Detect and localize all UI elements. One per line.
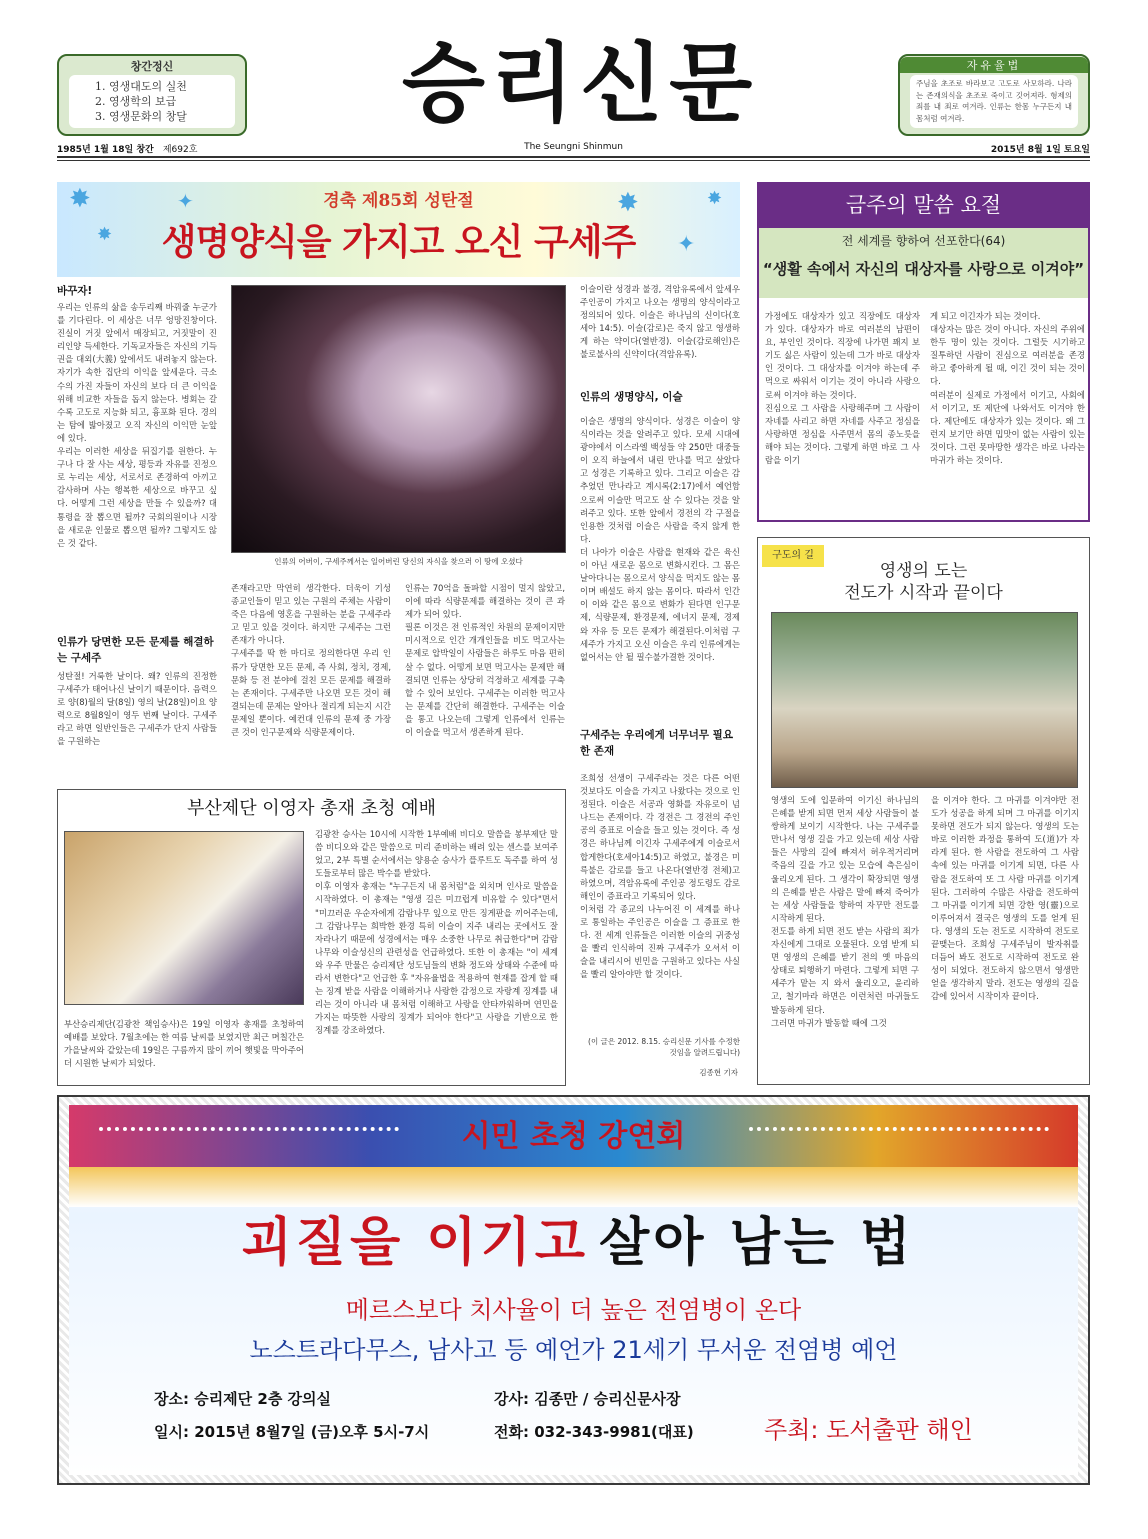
masthead-rule — [57, 156, 1090, 158]
ad-line2: 노스트라다무스, 남사고 등 예언가 21세기 무서운 전염병 예언 — [249, 1336, 898, 1364]
ad-phone: 전화: 032-343-9981(대표) — [494, 1423, 694, 1441]
evangel-tag: 구도의 길 — [762, 545, 824, 567]
sermon-series: 전 세계를 향하여 선포한다(64) — [841, 234, 1006, 248]
founding-item: 2. 영생학의 보급 — [95, 95, 177, 108]
issue-date: 2015년 8월 1일 토요일 — [990, 145, 1090, 155]
star-icon: ✦ — [677, 232, 696, 257]
lead-col1-text2: 성탄절! 거룩한 날이다. 왜? 인류의 진정한 구세주가 태어나신 날이기 때문이다. 음력으로 양(8)월의 달(8일) 영의 날(28일)이요 양력으로 8월8일이 영두 번째 날이다. 구세주라고 하면 일반인들은 구세주가 단지 사람들을 구원하는 — [57, 671, 217, 747]
motto-text: 주님을 초조로 바라보고 고도로 사모하라. 나라는 존재의식을 초조로 죽이고 깃어져라. 형제의 죄를 내 죄로 여겨라. 인류는 한몸 누구든지 내몸처럼 여겨라. — [910, 75, 1078, 128]
ad-headline-a: 괴질을 이기고 — [241, 1212, 589, 1273]
sermon-headline: “생활 속에서 자신의 대상자를 사랑으로 이겨야” — [762, 260, 1085, 278]
evangel-photo — [771, 612, 1078, 788]
evangel-col1-text: 영생의 도에 입문하여 이기신 하나님의 은혜를 받게 되면 먼저 세상 사람들이 불쌍하게 보이기 시작한다. 나는 구세주를 만나서 영생 길을 가고 있는데 세상 사람들은 사망의 길에 빠져서 허우적거리며 죽음의 길을 가고 있는 모습에 측은심이 울리오게 된다. 그 생각이 확장되면 영생의 은혜를 받은 사람은 말에 빠져 죽어가는 세상 사람들을 향하여 자꾸만 전도를 시작하게 된다. 전도를 하게 되면 전도 받는 사람의 죄가 자신에게 그대로 오물된다. 오염 받게 되면 영생의 은혜를 받기 전의 옛 마음의 상태로 퇴행하기 마련다. 그렇게 되면 구세주가 맡는 지 와서 울리오고, 윤리하고, 철기마라 하면은 이런처런 마귀들도 발동하게 된다. 그러면 마귀가 발동할 때에 그것 — [771, 795, 919, 1028]
founding-spirit-title: 창간정신 — [130, 60, 174, 73]
lead-col1-text: 우리는 인류의 삶을 송두리째 바꿔줄 누군가를 기다린다. 이 세상은 너무 엉망진창이다. 진실이 거짓 앞에서 매장되고, 거짓말이 진리인양 득세한다. 기독교자들은 자신의 기득권을 대외(大義) 앞에서도 내려놓지 않는다. 자기가 속한 집단의 이익을 앞세운다. 극소수의 가진 자들이 자신의 보다 더 큰 이익을 위해 비교한 자들을 돕지 않는다. 병회는 갈수록 고도로 지능화 되고, 흉포화 된다. 경의는 탐에 밟아졌고 오직 자신의 이익만 눈앞에 있다. 우리는 이러한 세상을 뒤집기를 원한다. 누구나 다 잘 사는 세상, 평등과 자유를 진정으로 누리는 세상, 서로서로 존경하여 아끼고 감사하며 사는 행복한 세상으로 바꾸고 싶다. 어떻게 그런 세상을 만들 수 있을까? 대통령을 잘 뽑으면 될까? 국회의원이나 시장을 새로운 인물로 뽑으면 될까? 그렇지도 않은 것 같다. — [57, 302, 217, 548]
lead-col4-text3: 조희성 선생이 구세주라는 것은 다른 어떤 것보다도 이슬을 가지고 나왔다는 것으로 인정된다. 이슬은 서공과 영화를 자유로이 넘나드는 존재이다. 각 경전은 그 경전의 주인공의 증표로 이슬을 들고 있는 것이다. 즉 성경은 하나님께 이긴자 구세주에게 이슬로서 합게한다(호세아14:5)고 하였고, 불경은 미륵불은 감로를 들고 나온다(열반경 전체)고 하였으며, 격암유록에 주인공 정도령도 감로해인이 증표라고 기록되어 있다. 이처럼 각 종교의 나누어진 이 세계를 하나로 통일하는 주인공은 이슬을 그 증표로 한다. 전 세계 인류들은 이러한 이슬의 귀중성을 빨리 인식하여 진짜 구세주가 오셔서 이슬을 내리시어 빈민을 구원하고 있다는 사실을 빨리 알아야만 할 것이다. — [580, 773, 740, 980]
masthead-rule-thin — [57, 160, 1090, 161]
lead-col4-text2: 이슬은 생명의 양식이다. 성경은 이슬이 양식이라는 것을 알려주고 있다. 모세 시대에 광야에서 이스라엘 백성들 약 250만 대중들이 오직 하늘에서 내린 만나를 먹고 살았다고 성경은 기록하고 있다. 그리고 이슬은 감추었던 만나라고 계시록(2:17)에서 예언함으로써 이슬만 먹고도 살 수 있다는 것을 알려주고 있다. 또한 앞에서 경전의 각 구절을 인용한 것처럼 이슬은 사람을 죽지 않게 한다. 더 나아가 이슬은 사람을 현재와 같은 육신이 아닌 새로운 몸으로 변화시킨다. 그 몸은 날아다니는 몸으로서 양식을 먹지도 않는 몸이며 배설도 하지 않는 몸이다. 따라서 인간이 이와 같은 몸으로 변화가 된다면 인구문제, 식량문제, 환경문제, 에너지 문제, 경제와 자유 등 모든 문제가 해결된다.이처럼 구세주가 가지고 오신 이슬은 우리 인류에게는 없어서는 안 될 필수불가결한 것이다. — [580, 416, 740, 662]
evangel-col2-text: 을 이겨야 한다. 그 마귀를 이겨야만 전도가 성공을 하게 되며 그 마귀를 이기지 못하면 전도가 되지 않는다. 영생의 도는 바로 이러한 과정을 통하여 도(道)가 자라게 된다. 한 사람을 전도하여 그 사람 속에 있는 마귀를 이기게 되면, 다른 사람을 전도하여 또 그 사람 마귀를 이기게 된다. 그러하여 수많은 사람을 전도하여 그 마귀를 이기게 되면 강한 영(靈)으로 이루어져서 결국은 영생의 도를 얻게 된다. 영생의 도는 전도로 시작하여 전도로 끝맺는다. 조희성 구세주님이 발자취를 더듬어 봐도 전도로 시작하여 전도로 완성이 되었다. 전도하지 않으면서 영생만 얻을 생각하지 말라. 전도는 영생의 길을 감에 있어서 시작이자 끝이다. — [931, 795, 1079, 1002]
lead-col4-subhead2: 구세주는 우리에게 너무너무 필요한 존재 — [580, 729, 733, 757]
evangel-headline-1: 영생의 도는 — [879, 561, 968, 581]
lead-banner — [57, 182, 740, 277]
ad-line1: 메르스보다 치사율이 더 높은 전염병이 온다 — [345, 1296, 802, 1324]
lead-col4-text: 이슬이란 성경과 불경, 격암유록에서 앞세우 주인공이 가지고 나오는 생명의 양식이라고 정의되어 있다. 이슬은 하나님의 신이다(호세아 14:5). 이슬(감로)은 죽지 않고 영생하게 하는 약이다(열반경). 이슬(감로해인)은 불로불사의 신약이다(격암유록). — [580, 284, 740, 360]
busan-photo — [64, 831, 304, 1005]
founding-item: 1. 영생대도의 실천 — [95, 80, 187, 93]
busan-headline: 부산제단 이영자 총재 초청 예배 — [187, 798, 436, 819]
founding-spirit-box — [57, 54, 247, 136]
star-icon: ✸ — [617, 188, 639, 218]
lead-col1-subhead: 바꾸자! — [57, 285, 93, 297]
ad-banner-title: 시민 초청 강연회 — [461, 1119, 686, 1154]
lead-photo — [231, 285, 566, 553]
lead-col4-subhead: 인류의 생명양식, 이슬 — [580, 391, 683, 403]
founded-date: 1985년 1월 18일 창간 — [57, 145, 154, 155]
ad-headline-b: 살아 남는 법 — [599, 1212, 915, 1273]
lead-col2-text: 존재라고만 막연히 생각한다. 더욱이 기성 종교인들이 믿고 있는 구원의 주체는 사람이 죽은 다음에 영혼을 구원하는 분을 구세주라고 믿고 있을 것이다. 하지만 구세주는 그런 존재가 아니다. 구세주를 딱 한 마디로 정의한다면 우리 인류가 당면한 모든 문제, 즉 사회, 정치, 경제, 문화 등 전 분야에 걸친 모든 문제를 해결하는 존재이다. 구세주만 나오면 모든 것이 해결되는데 문제는 알아나 절리게 되는지 시간문제일 뿐이다. 예컨대 인류의 문제 중 가장 큰 것이 인구문제와 식량문제이다. — [231, 583, 391, 738]
lead-byline: 김종현 기자 — [699, 1068, 738, 1077]
busan-caption: 부산승리제단(김광찬 책임승사)은 19일 이영자 총재를 초청하여 예배를 보았다. 7월초에는 한 여름 날씨를 보였지만 최근 며칠간은 가을날씨와 같았는데 19일은 구름까지 많이 끼어 햇빛을 막아주어 더 시원한 날씨가 되었다. — [64, 1019, 304, 1069]
lead-note: (이 글은 2012. 8.15. 승리신문 기사를 수정한 것임을 알려드립니다) — [588, 1037, 740, 1057]
sermon-section-title: 금주의 말씀 요절 — [757, 182, 1090, 228]
motto-title: 자유율법 — [900, 57, 1088, 73]
lead-photo-caption: 인류의 어버이, 구세주께서는 일어버린 당신의 자식을 찾으러 이 땅에 오셨다 — [274, 557, 523, 566]
star-icon: ✸ — [707, 188, 723, 209]
motto-box — [898, 54, 1090, 136]
issue-number: 제692호 — [162, 145, 198, 155]
lead-col1-subhead2: 인류가 당면한 모든 문제를 해결하는 구세주 — [57, 636, 214, 664]
lead-headline: 생명양식을 가지고 오신 구세주 — [161, 222, 636, 263]
lecture-ad-inner — [69, 1105, 1078, 1475]
sermon-col2-text: 게 되고 이긴자가 되는 것이다. 대상자는 많은 것이 아니다. 자신의 주위에 한두 명이 있는 것이다. 그럴듯 시기하고 질투하던 사람이 진심으로 여러분을 존경하고 좋아하게 될 때, 이긴 것이 되는 것이다. 여러분이 실제로 가정에서 이기고, 사회에서 이기고, 또 제단에 나와서도 이겨야 한다. 제단에도 대상자가 있는 것이다. 왜 그런지 보기만 하면 밉맛이 없는 사람이 있는 것이다. 그런 못마땅한 생각은 바로 나라는 마귀가 하는 것이다. — [930, 311, 1085, 466]
ad-datetime: 일시: 2015년 8월7일 (금)오후 5시-7시 — [154, 1423, 430, 1441]
lead-col3-text: 인류는 70억을 돌파할 시점이 멀지 않았고, 이에 따라 식량문제를 해결하는 것이 큰 과제가 되어 있다. 필론 이것은 전 인류적인 차원의 문제이지만 미시적으로 인간 개개인들을 비도 먹고사는 문제로 압박일이 사람들은 하루도 마음 편히 살 수 없다. 어떻게 보면 먹고사는 문제만 해결되면 인류는 상당히 걱정하고 세계를 구축할 수 있어 보인다. 구세주는 이러한 먹고사는 문제를 간단히 해결한다. 구세주는 이슬을 통고 나오는데 그렇게 인류에서 인류는 이 이슬을 먹고서 생존하게 된다. — [405, 583, 565, 738]
ad-speaker: 강사: 김종만 / 승리신문사장 — [494, 1390, 681, 1408]
ad-host: 주최: 도서출판 해인 — [764, 1416, 973, 1444]
dateline — [57, 142, 1090, 156]
lead-kicker: 경축 제85회 성탄절 — [323, 191, 474, 211]
english-name: The Seungni Shinmun — [524, 142, 623, 152]
star-icon: ✸ — [69, 184, 91, 214]
ad-place: 장소: 승리제단 2층 강의실 — [154, 1390, 332, 1408]
founding-item: 3. 영생문화의 창달 — [95, 110, 187, 123]
sermon-col1-text: 가정에도 대상자가 있고 직장에도 대상자가 있다. 대상자가 바로 여러분의 남편이요, 부인인 것이다. 직장에 나가면 꽤지 보기도 싫은 사람이 있는데 그가 바로 대상자인 것이다. 그 대상자를 이겨야 하는데 주먹으로 싸워서 이기는 것이 아니라 사랑으로써 이겨야 하는 것이다. 진심으로 그 사람을 사랑해주며 그 사람이 자네를 사리고 하면 자네를 사주고 정심을 사랑하면 정심을 사주면서 몸의 종노릇을 해야 되는 것이다. 그렇게 하면 바로 그 사람을 이기 — [765, 311, 920, 466]
busan-text: 김광찬 승사는 10시에 시작한 1부예배 비디오 말씀을 봉부제단 말씀 비디오와 같은 말씀으로 미리 준비하는 배려 있는 센스를 보여주었고, 2부 특별 순서에서는 양용순 승사가 플루트도 독주를 하여 성도들로부터 많은 박수를 받았다. 이후 이영자 총재는 "누구든지 내 몸처럼"을 외치며 인사로 말씀을 시작하였다. 이 총재는 "영생 길은 미끄럽게 비유할 수 있다"면서 "미끄러운 우순자에게 감람나무 잎으로 만든 징게판을 끼어주는데, 그 감람나무는 희박한 환경 특히 이슬이 지주 내리는 곳에서도 잘 자라나기 때문에 성경에서는 매우 소중한 나무로 취급한다"며 감람나무와 이슬성신의 관련성을 언급하였다. 또한 이 총재는 "이 세계와 우주 만물은 승리제단 성도님들의 변화 정도와 상태와 수준에 따라서 변한다"고 언급한 후 "자유율법을 적용하여 현재를 잡게 할 때는 징계 받을 사람을 이해하거나 사랑한 감정으로 자랑계 징계를 내리는 것이 아니라 내 몸처럼 이해하고 사랑을 안타까워하며 연민을 가지는 따뜻한 사랑의 징계가 되어야 한다"고 사랑을 기반으로 한 징계를 강조하였다. — [315, 829, 558, 1036]
evangel-headline-2: 전도가 시작과 끝이다 — [844, 583, 1003, 603]
star-icon: ✸ — [97, 224, 113, 245]
sermon-header — [759, 228, 1088, 298]
paper-title: 승리신문 — [401, 33, 759, 134]
lecture-ad — [57, 1095, 1090, 1485]
star-icon: ✦ — [177, 189, 194, 213]
